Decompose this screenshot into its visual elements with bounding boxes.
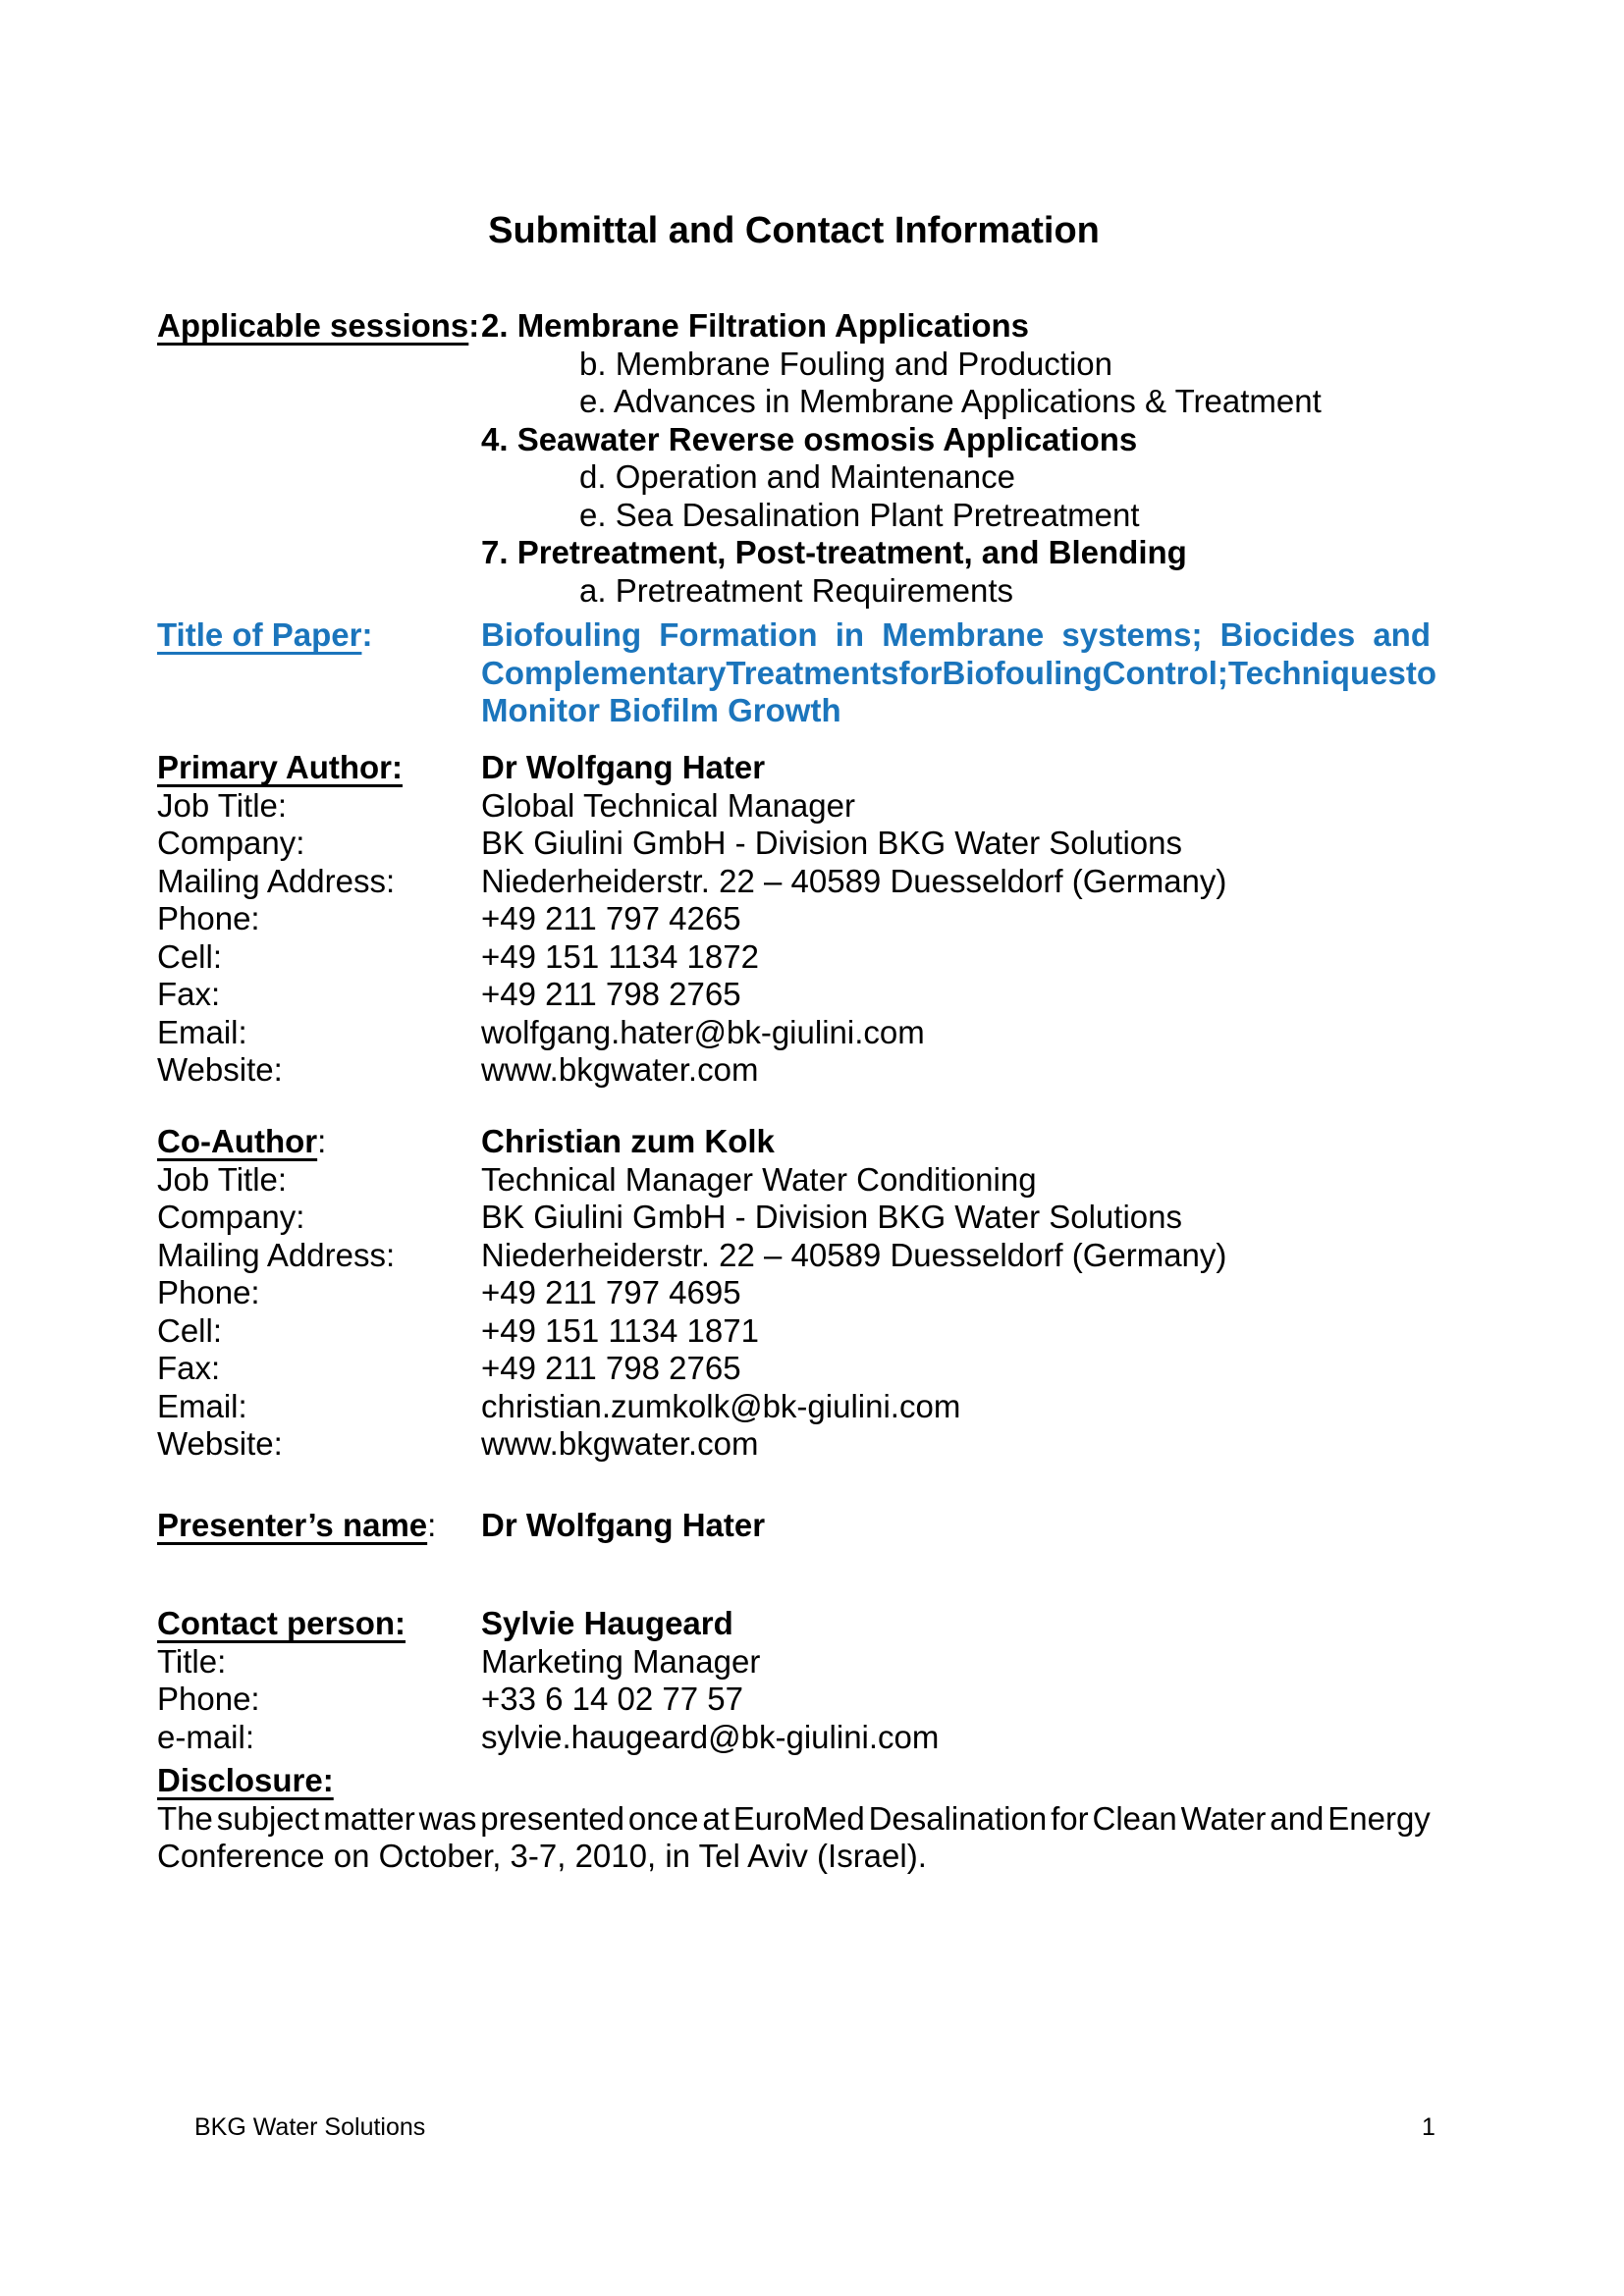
session-item: 2. Membrane Filtration Applications xyxy=(481,307,1030,344)
contact-name: Sylvie Haugeard xyxy=(481,1605,733,1641)
session-item: 4. Seawater Reverse osmosis Applications xyxy=(481,420,1138,457)
contact-label-text: Contact person: xyxy=(157,1605,406,1641)
field-label: Job Title: xyxy=(157,786,288,824)
primary-author-section xyxy=(157,749,1431,1090)
field-label: e-mail: xyxy=(157,1718,255,1755)
field-value: +49 151 1134 1872 xyxy=(481,937,759,975)
presenter-label-colon: : xyxy=(427,1507,437,1543)
field-label: Title: xyxy=(157,1642,227,1680)
co-author-rows xyxy=(157,1161,1431,1464)
field-value: BK Giulini GmbH - Division BKG Water Solutions xyxy=(481,825,1182,861)
field-row xyxy=(157,1350,1431,1388)
co-author-label xyxy=(157,1123,481,1161)
field-value: www.bkgwater.com xyxy=(481,1425,759,1462)
field-row xyxy=(157,900,1431,938)
field-row xyxy=(157,1312,1431,1351)
disclosure-line: Conference on October, 3-7, 2010, in Tel Aviv (Israel). xyxy=(157,1838,927,1874)
field-label: Company: xyxy=(157,1199,305,1235)
field-row xyxy=(157,825,1431,863)
disclosure-body xyxy=(157,1800,1431,1876)
session-item: d. Operation and Maintenance xyxy=(579,458,1015,495)
session-item: e. Advances in Membrane Applications & Treatment xyxy=(579,383,1322,419)
field-label: Fax: xyxy=(157,976,221,1012)
field-label: Job Title: xyxy=(157,1160,288,1198)
session-item: b. Membrane Fouling and Production xyxy=(579,345,1112,382)
footer-page-number: 1 xyxy=(1422,2113,1435,2141)
presenter-label xyxy=(157,1507,481,1545)
field-row xyxy=(157,938,1431,977)
field-row xyxy=(157,1719,1431,1757)
primary-author-name: Dr Wolfgang Hater xyxy=(481,749,766,785)
field-value: wolfgang.hater@bk-giulini.com xyxy=(481,1013,925,1050)
page-title: Submittal and Contact Information xyxy=(488,210,1100,251)
paper-title-line: Monitor Biofilm Growth xyxy=(481,692,841,728)
co-author-label-colon: : xyxy=(317,1123,327,1159)
field-value: +49 211 798 2765 xyxy=(481,976,741,1012)
field-value: +49 151 1134 1871 xyxy=(481,1311,759,1349)
co-author-section xyxy=(157,1123,1431,1464)
field-value: www.bkgwater.com xyxy=(481,1051,759,1088)
field-value: +49 211 797 4265 xyxy=(481,900,741,936)
footer-company: BKG Water Solutions xyxy=(194,2113,426,2141)
field-row xyxy=(157,1199,1431,1237)
field-row xyxy=(157,863,1431,901)
field-row xyxy=(157,1014,1431,1052)
field-label: Phone: xyxy=(157,1681,260,1717)
disclosure-heading xyxy=(157,1762,1431,1800)
sessions-label-text: Applicable sessions xyxy=(157,307,469,344)
field-row xyxy=(157,976,1431,1014)
contact-rows xyxy=(157,1643,1431,1757)
co-author-name: Christian zum Kolk xyxy=(481,1123,775,1159)
field-value: Niederheiderstr. 22 – 40589 Duesseldorf (Germany) xyxy=(481,1236,1227,1273)
field-value: Marketing Manager xyxy=(481,1642,761,1680)
field-value: +33 6 14 02 77 57 xyxy=(481,1681,743,1717)
session-item: 7. Pretreatment, Post-treatment, and Blending xyxy=(481,534,1187,570)
primary-author-label-text: Primary Author: xyxy=(157,749,403,785)
field-row xyxy=(157,787,1431,826)
field-label: Email: xyxy=(157,1013,247,1050)
contact-person-section xyxy=(157,1605,1431,1756)
field-row xyxy=(157,1161,1431,1200)
session-item: a. Pretreatment Requirements xyxy=(579,571,1014,609)
presenter-name: Dr Wolfgang Hater xyxy=(481,1507,766,1543)
sessions-list xyxy=(481,307,1431,610)
disclosure-section xyxy=(157,1762,1431,1876)
field-label: Fax: xyxy=(157,1350,221,1386)
disclosure-heading-text: Disclosure: xyxy=(157,1762,334,1798)
field-value: +49 211 797 4695 xyxy=(481,1274,741,1310)
field-label: Phone: xyxy=(157,900,260,936)
field-value: +49 211 798 2765 xyxy=(481,1350,741,1386)
paper-title-label xyxy=(157,616,481,655)
sessions-label-colon: : xyxy=(468,307,480,344)
paper-title-line: Biofouling Formation in Membrane systems; Biocides and xyxy=(481,616,1431,653)
field-row xyxy=(157,1274,1431,1312)
field-row xyxy=(157,1388,1431,1426)
field-value: Niederheiderstr. 22 – 40589 Duesseldorf (Germany) xyxy=(481,862,1227,899)
field-label: Cell: xyxy=(157,1311,223,1349)
disclosure-line: The subject matter was presented once at EuroMed Desalination for Clean Water and Energy xyxy=(157,1799,1431,1837)
field-label: Cell: xyxy=(157,937,223,975)
paper-title-section xyxy=(157,616,1436,730)
field-row xyxy=(157,1237,1431,1275)
field-row xyxy=(157,1681,1431,1719)
field-label: Email: xyxy=(157,1387,247,1424)
paper-title-line: Complementary Treatments for Biofouling Control; Techniques to xyxy=(481,654,1436,691)
field-label: Phone: xyxy=(157,1274,260,1310)
paper-title-label-colon: : xyxy=(361,616,373,653)
field-row xyxy=(157,1643,1431,1682)
field-label: Company: xyxy=(157,825,305,861)
co-author-label-text: Co-Author xyxy=(157,1123,318,1159)
applicable-sessions-section xyxy=(157,307,1431,610)
sessions-label xyxy=(157,307,481,346)
field-value: sylvie.haugeard@bk-giulini.com xyxy=(481,1718,940,1755)
paper-title-value xyxy=(481,616,1436,730)
field-label: Website: xyxy=(157,1051,283,1088)
paper-title-label-text: Title of Paper xyxy=(157,616,362,653)
field-label: Mailing Address: xyxy=(157,1236,396,1273)
field-label: Website: xyxy=(157,1425,283,1462)
primary-author-label xyxy=(157,749,481,787)
field-row xyxy=(157,1425,1431,1464)
contact-label xyxy=(157,1605,481,1643)
field-label: Mailing Address: xyxy=(157,862,396,899)
session-item: e. Sea Desalination Plant Pretreatment xyxy=(579,496,1140,533)
field-value: christian.zumkolk@bk-giulini.com xyxy=(481,1387,961,1424)
primary-author-rows xyxy=(157,787,1431,1090)
presenter-section xyxy=(157,1507,1431,1545)
field-row xyxy=(157,1051,1431,1090)
field-value: BK Giulini GmbH - Division BKG Water Solutions xyxy=(481,1199,1182,1235)
presenter-label-text: Presenter’s name xyxy=(157,1507,428,1543)
field-value: Technical Manager Water Conditioning xyxy=(481,1160,1037,1198)
field-value: Global Technical Manager xyxy=(481,786,855,824)
